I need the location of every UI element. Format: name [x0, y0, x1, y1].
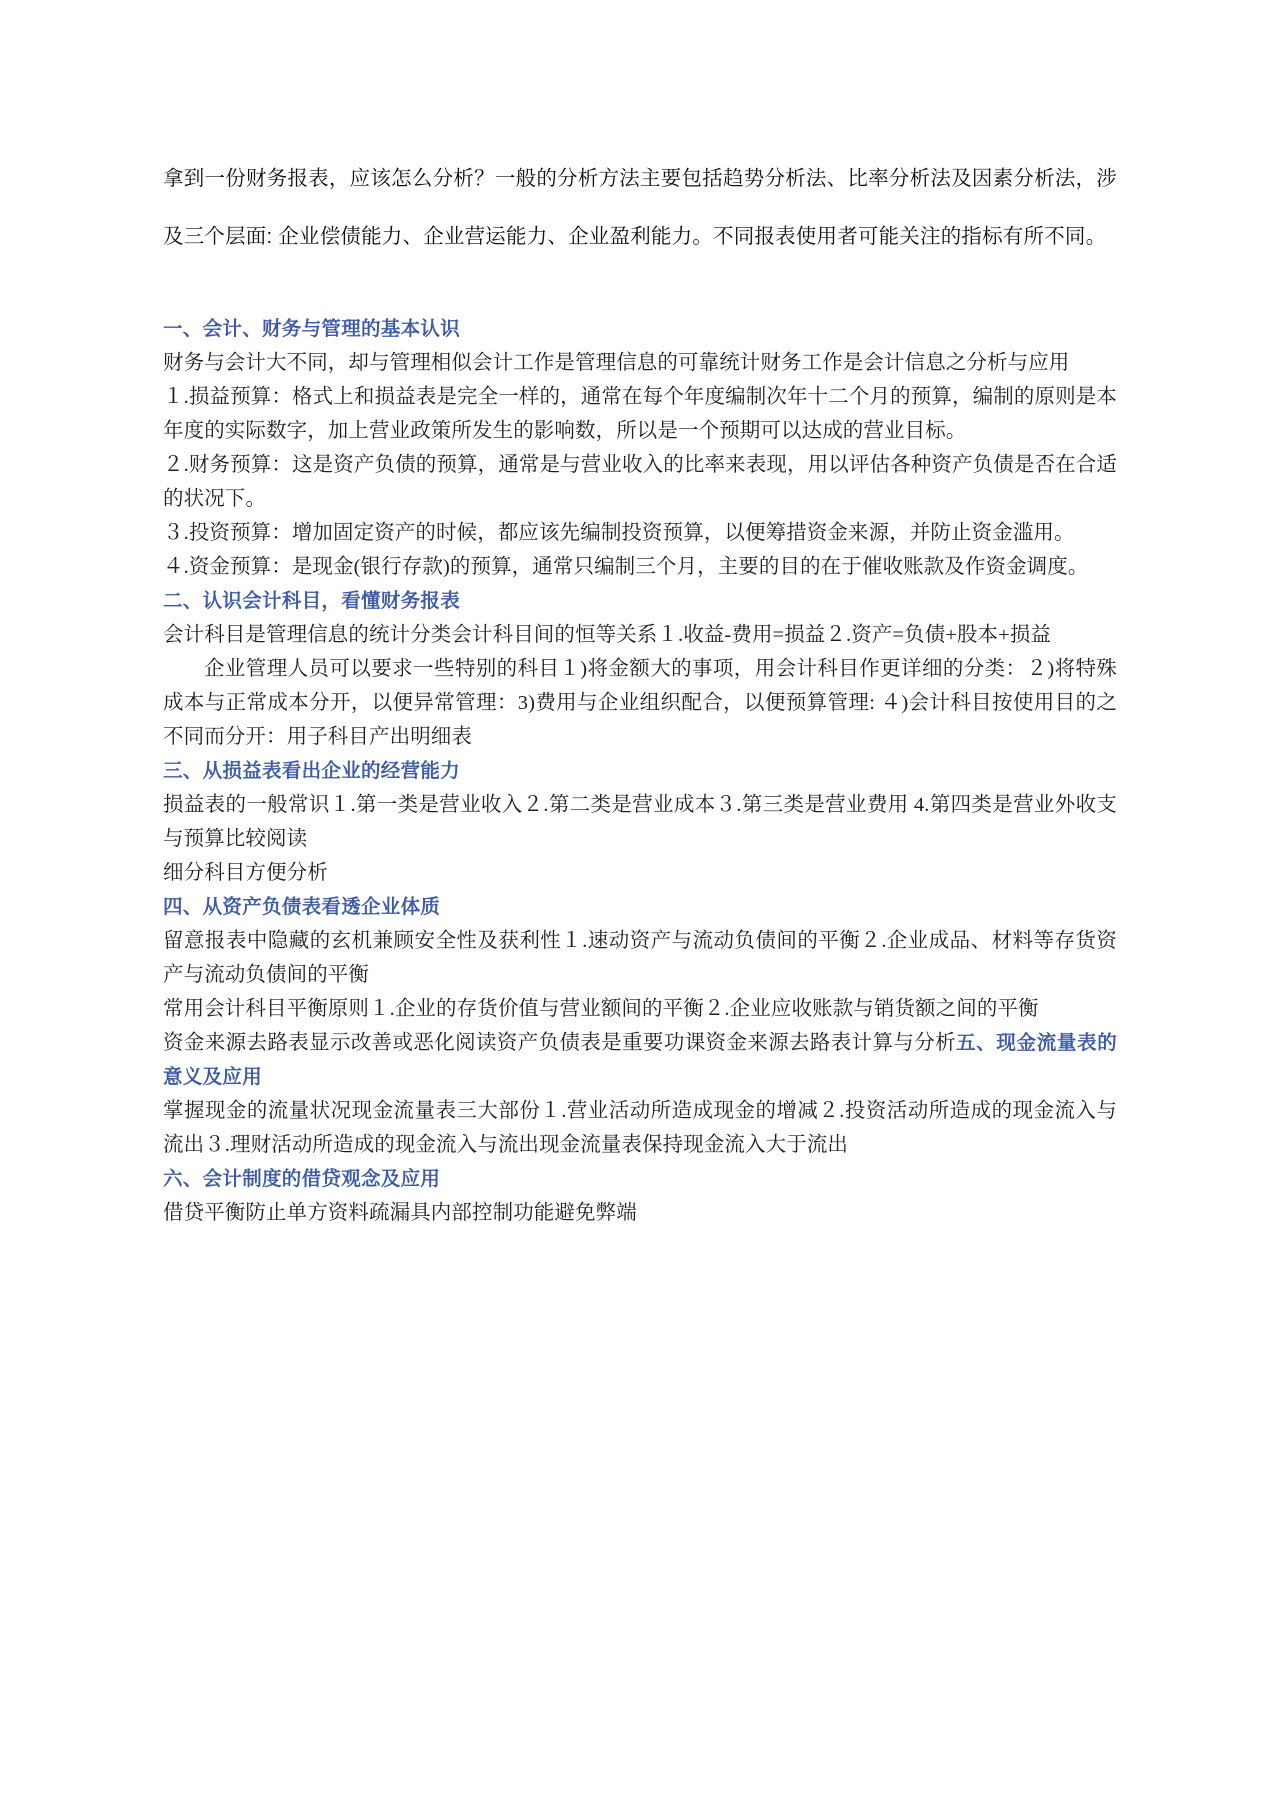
section-1-paragraph-1: 财务与会计大不同，却与管理相似会计工作是管理信息的可靠统计财务工作是会计信息之分析与应用 — [163, 352, 1070, 374]
section-heading-6: 六、会计制度的借贷观念及应用 — [163, 1168, 441, 1190]
section-1-paragraph-2: １.损益预算：格式上和损益表是完全一样的，通常在每个年度编制次年十二个月的预算，编制的原则是本年度的实际数字，加上营业政策所发生的影响数，所以是一个预期可以达成的营业目标。 — [163, 386, 1117, 442]
section-heading-4: 四、从资产负债表看透企业体质 — [163, 896, 441, 918]
section-heading-5: 五、现金流量表的意义及应用 — [163, 1032, 1117, 1088]
section-1-paragraph-5: ４.资金预算：是现金(银行存款)的预算，通常只编制三个月，主要的目的在于催收账款及作资金调度。 — [163, 556, 1089, 578]
section-4-paragraph-2: 常用会计科目平衡原则１.企业的存货价值与营业额间的平衡２.企业应收账款与销货额之间的平衡 — [163, 998, 1039, 1020]
section-5-runin-line — [163, 1026, 1117, 1094]
section-1-paragraph-3: ２.财务预算：这是资产负债的预算，通常是与营业收入的比率来表现，用以评估各种资产负债是否在合适的状况下。 — [163, 454, 1117, 510]
intro-paragraph: 拿到一份财务报表，应该怎么分析？一般的分析方法主要包括趋势分析法、比率分析法及因素分析法，涉及三个层面: 企业偿债能力、企业营运能力、企业盈利能力。不同报表使用者可能关注的指标有所不同。 — [163, 167, 1117, 248]
section-5-lead-text: 资金来源去路表显示改善或恶化阅读资产负债表是重要功课资金来源去路表计算与分析 — [163, 1032, 957, 1054]
section-2-indented-paragraph-1: 企业管理人员可以要求一些特别的科目１)将金额大的事项，用会计科目作更详细的分类：２)将特殊成本与正常成本分开，以便异常管理：3)费用与企业组织配合，以便预算管理: ４)会计科目按使用目的之不同而分开：用子科目产出明细表 — [163, 658, 1117, 748]
section-4-paragraph-1: 留意报表中隐藏的玄机兼顾安全性及获利性１.速动资产与流动负债间的平衡２.企业成品、材料等存货资产与流动负债间的平衡 — [163, 930, 1117, 986]
section-2-paragraph-1: 会计科目是管理信息的统计分类会计科目间的恒等关系１.收益-费用=损益２.资产=负债+股本+损益 — [163, 624, 1052, 646]
section-5-paragraph-1: 掌握现金的流量状况现金流量表三大部份１.营业活动所造成现金的增减２.投资活动所造成的现金流入与流出３.理财活动所造成的现金流入与流出现金流量表保持现金流入大于流出 — [163, 1100, 1117, 1156]
section-3-paragraph-1: 损益表的一般常识１.第一类是营业收入２.第二类是营业成本３.第三类是营业费用 4.第四类是营业外收支与预算比较阅读 — [163, 794, 1117, 850]
section-3-paragraph-2: 细分科目方便分析 — [163, 862, 328, 884]
section-1-paragraph-4: ３.投资预算：增加固定资产的时候，都应该先编制投资预算，以便筹措资金来源，并防止资金滥用。 — [163, 522, 1075, 544]
section-heading-3: 三、从损益表看出企业的经营能力 — [163, 760, 461, 782]
section-heading-1: 一、会计、财务与管理的基本认识 — [163, 318, 461, 340]
section-6-paragraph-1: 借贷平衡防止单方资料疏漏具内部控制功能避免弊端 — [163, 1202, 637, 1224]
section-heading-2: 二、认识会计科目，看懂财务报表 — [163, 590, 461, 612]
